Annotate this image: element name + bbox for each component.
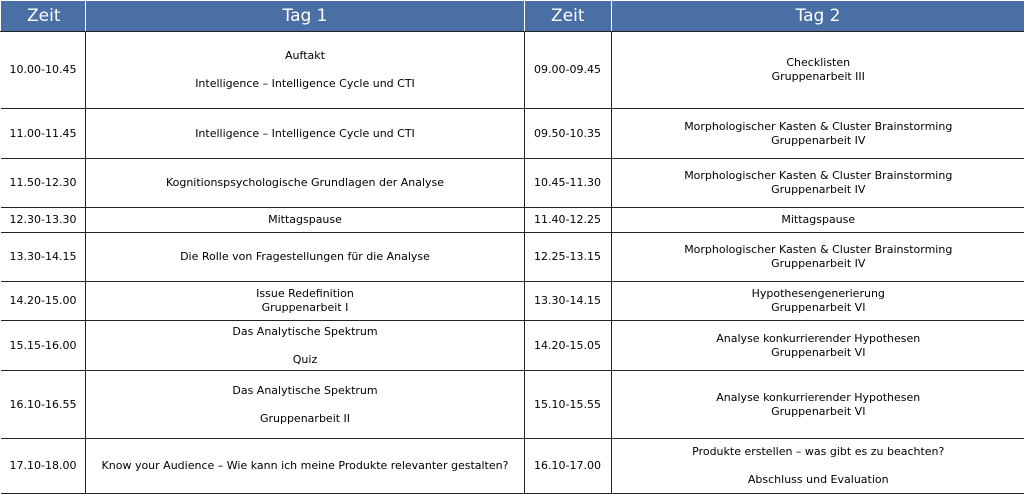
session-line: Mittagspause [612,213,1024,227]
session-line: Morphologischer Kasten & Cluster Brainstorming [612,243,1024,257]
time-cell-day2: 11.40-12.25 [525,208,612,233]
session-cell-day1 [86,208,525,233]
session-cell-day2 [612,371,1024,439]
session-line: Gruppenarbeit I [86,301,524,315]
session-cell-day2 [612,208,1024,233]
session-line: Das Analytische Spektrum [86,325,524,339]
session-cell-day2 [612,282,1024,321]
time-cell-day1: 11.50-12.30 [1,159,86,208]
session-cell-day1 [86,233,525,282]
session-cell-day1 [86,109,525,159]
session-line: Analyse konkurrierender Hypothesen [612,391,1024,405]
table-body [1,32,1024,494]
session-line: Morphologischer Kasten & Cluster Brainstorming [612,169,1024,183]
session-line: Issue Redefinition [86,287,524,301]
header-tag1: Tag 1 [86,1,525,32]
session-line: Auftakt [86,49,524,63]
time-cell-day1: 13.30-14.15 [1,233,86,282]
session-cell-day1 [86,439,525,494]
line-gap [86,63,524,77]
line-gap [86,339,524,353]
session-line: Abschluss und Evaluation [612,473,1024,487]
session-cell-day2 [612,32,1024,109]
table-row [1,208,1024,233]
session-cell-day1 [86,371,525,439]
time-cell-day1: 11.00-11.45 [1,109,86,159]
line-gap [86,398,524,412]
session-cell-day1 [86,321,525,371]
session-line: Checklisten [612,56,1024,70]
session-line: Intelligence – Intelligence Cycle und CTI [86,127,524,141]
session-line: Gruppenarbeit VI [612,301,1024,315]
session-line: Gruppenarbeit III [612,70,1024,84]
time-cell-day1: 16.10-16.55 [1,371,86,439]
table-row [1,321,1024,371]
time-cell-day2: 10.45-11.30 [525,159,612,208]
session-cell-day2 [612,109,1024,159]
time-cell-day1: 15.15-16.00 [1,321,86,371]
table-row [1,109,1024,159]
time-cell-day2: 12.25-13.15 [525,233,612,282]
session-line: Gruppenarbeit VI [612,405,1024,419]
table-row [1,282,1024,321]
session-line: Gruppenarbeit VI [612,346,1024,360]
session-line: Die Rolle von Fragestellungen für die Analyse [86,250,524,264]
session-line: Intelligence – Intelligence Cycle und CTI [86,77,524,91]
session-cell-day2 [612,439,1024,494]
time-cell-day1: 17.10-18.00 [1,439,86,494]
session-cell-day1 [86,282,525,321]
time-cell-day2: 16.10-17.00 [525,439,612,494]
time-cell-day1: 10.00-10.45 [1,32,86,109]
session-cell-day1 [86,159,525,208]
session-line: Morphologischer Kasten & Cluster Brainstorming [612,120,1024,134]
line-gap [612,459,1024,473]
session-line: Das Analytische Spektrum [86,384,524,398]
session-line: Kognitionspsychologische Grundlagen der Analyse [86,176,524,190]
session-line: Produkte erstellen – was gibt es zu beachten? [612,445,1024,459]
header-zeit-day1: Zeit [1,1,86,32]
session-line: Know your Audience – Wie kann ich meine Produkte relevanter gestalten? [86,459,524,473]
session-line: Gruppenarbeit IV [612,134,1024,148]
time-cell-day1: 12.30-13.30 [1,208,86,233]
session-line: Gruppenarbeit IV [612,257,1024,271]
session-cell-day1 [86,32,525,109]
session-cell-day2 [612,159,1024,208]
time-cell-day2: 09.00-09.45 [525,32,612,109]
time-cell-day2: 09.50-10.35 [525,109,612,159]
header-tag2: Tag 2 [612,1,1024,32]
session-line: Gruppenarbeit II [86,412,524,426]
table-row [1,233,1024,282]
table-row [1,159,1024,208]
table-row [1,32,1024,109]
session-line: Analyse konkurrierender Hypothesen [612,332,1024,346]
session-cell-day2 [612,233,1024,282]
time-cell-day2: 13.30-14.15 [525,282,612,321]
session-line: Hypothesengenerierung [612,287,1024,301]
time-cell-day2: 15.10-15.55 [525,371,612,439]
session-line: Mittagspause [86,213,524,227]
session-cell-day2 [612,321,1024,371]
session-line: Quiz [86,353,524,367]
session-line: Gruppenarbeit IV [612,183,1024,197]
time-cell-day2: 14.20-15.05 [525,321,612,371]
table-header [1,1,1024,32]
header-zeit-day2: Zeit [525,1,612,32]
table-row [1,439,1024,494]
time-cell-day1: 14.20-15.00 [1,282,86,321]
table-row [1,371,1024,439]
